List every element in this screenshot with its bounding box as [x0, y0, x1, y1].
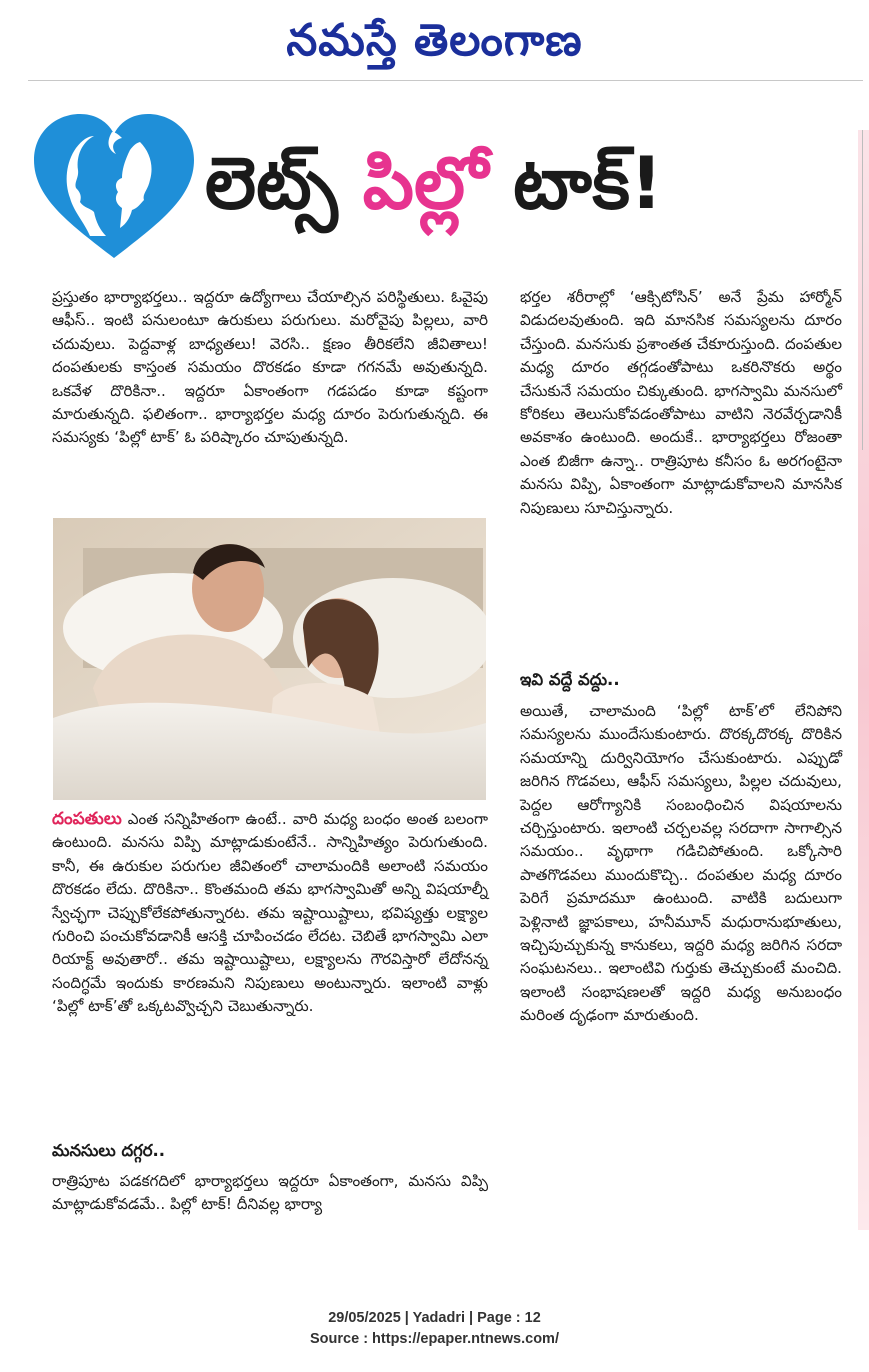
subhead-avoid-these: ఇవి వద్దే వద్దు.. [520, 670, 620, 689]
headline-part3: టాక్! [513, 141, 663, 225]
body-paragraph-4: అయితే, చాలామంది ‘పిల్లో టాక్’లో లేనిపోని సమస్యలను ముందేసుకుంటారు. దొరక్కదొరక్క దొరికిన సమయాన్ని దుర్వినియోగం చేసుకుంటారు. ఎప్పుడో జరిగిన గొడవలు, ఆఫీస్ సమస్యలు, పిల్లల చదువులు, పెద్దల ఆరోగ్యానికి సంబంధించిన విషయాలను చర్చిస్తుంటారు. ఇలాంటి చర్చలవల్ల సరదాగా సాగాల్సిన సమయం.. వృథాగా గడిచిపోతుంది. ఒక్కోసారి పాతగొడవలు ముందుకొచ్చి.. దంపతుల మధ్య దూరం పెరిగే ప్రమాదమూ ఉంటుంది. వాటికి బదులుగా పెళ్లినాటి జ్ఞాపకాలు, హనీమూన్ మధురానుభూతులు, ఇచ్చిపుచ్చుకున్న కానుకలు, ఇద్దరి మధ్య జరిగిన సరదా సంఘటనలు.. ఇలాంటివి గుర్తుకు తెచ్చుకుంటే మంచిది. ఇలాంటి సంభాషణలతో ఇద్దరి మధ్య అనుబంధం మరింత దృఢంగా మారుతుంది. [520, 702, 842, 1025]
heart-faces-icon [30, 112, 198, 262]
masthead-title: నమస్తే తెలంగాణ [286, 15, 583, 66]
couple-in-bed-photo [53, 518, 486, 800]
body-text-1: ఎంత సన్నిహితంగా ఉంటే.. వారి మధ్య బంధం అంత బలంగా ఉంటుంది. మనసు విప్పి మాట్లాడుకుంటేనే.. సాన్నిహిత్యం పెరుగుతుంది. కానీ, ఈ ఉరుకుల పరుగుల జీవితంలో చాలామందికి అలాంటి సమయం దొరకడం లేదు. దొరికినా.. కొంతమంది తమ భాగస్వామితో అన్ని విషయాల్నీ స్వేచ్ఛగా చెప్పుకోలేకపోతున్నారట. తమ ఇష్టాయిష్టాలు, భవిష్యత్తు లక్ష్యాల గురించి పంచుకోవడానికీ ఆసక్తి చూపించడం లేదట. చెబితే భాగస్వామి ఎలా రియాక్ట్ అవుతారో.. తమ ఇష్టాయిష్టాలు, లక్ష్యాలను గౌరవిస్తారో లేదోనన్న సందిగ్ధమే ఇందుకు కారణమని నిపుణులు అంటున్నారు. ఇలాంటి వాళ్లు ‘పిల్లో టాక్’తో ఒక్కటవ్వొచ్చని చెబుతున్నారు. [52, 810, 488, 1016]
intro-paragraph: ప్రస్తుతం భార్యాభర్తలు.. ఇద్దరూ ఉద్యోగాలు చేయాల్సిన పరిస్థితులు. ఓవైపు ఆఫీస్.. ఇంటి పనులంటూ ఉరుకులు పరుగులు. మరోవైపు పిల్లలు, వారి చదువులు. పెద్దవాళ్ల బాధ్యతలు! వెరసి.. క్షణం తీరికలేని జీవితాలు! దంపతులకు కాస్తంత సమయం దొరకడం కూడా గగనమే అవుతున్నది. ఒకవేళ దొరికినా.. ఇద్దరూ ఏకాంతంగా గడపడం కూడా కష్టంగా మారుతున్నది. ఫలితంగా.. భార్యాభర్తల మధ్య దూరం పెరుగుతున్నది. ఈ సమస్యకు ‘పిల్లో టాక్’ ఓ పరిష్కారం చూపుతున్నది. [52, 288, 488, 447]
adjacent-article-edge [858, 130, 869, 1230]
footer-source-link[interactable]: Source : https://epaper.ntnews.com/ [310, 1331, 559, 1347]
headline-part2: పిల్లో [362, 141, 489, 225]
subhead-closer-hearts: మనసులు దగ్గర.. [52, 1141, 166, 1160]
headline-part1: లెట్స్ [205, 141, 338, 225]
column-divider [862, 130, 863, 450]
body-paragraph-3: భర్తల శరీరాల్లో ‘ఆక్సిటోసిన్’ అనే ప్రేమ హార్మోన్ విడుదలవుతుంది. ఇది మానసిక సమస్యలను దూరం చేస్తుంది. మనసుకు ప్రశాంతత చేకూరుస్తుంది. దంపతుల మధ్య దూరం తగ్గడంతోపాటు ఒకరినొకరు అర్థం చేసుకునే సమయం చిక్కుతుంది. భాగస్వామి మనసులో కోరికలు తెలుసుకోవడంతోపాటు వాటిని నెరవేర్చడానికీ అవకాశం ఉంటుంది. అందుకే.. భార్యాభర్తలు రోజంతా ఎంత బిజీగా ఉన్నా.. రాత్రిపూట కనీసం ఓ అరగంటైనా మనసు విప్పి, ఏకాంతంగా మాట్లాడుకోవాలని మానసిక నిపుణులు సూచిస్తున్నారు. [520, 288, 842, 517]
body-paragraph-1 [52, 808, 488, 1019]
body-paragraph-2: రాత్రిపూట పడకగదిలో భార్యాభర్తలు ఇద్దరూ ఏకాంతంగా, మనసు విప్పి మాట్లాడుకోవడమే.. పిల్లో టాక్! దీనివల్ల భార్యా [52, 1172, 488, 1214]
footer-date-page: 29/05/2025 | Yadadri | Page : 12 [328, 1310, 541, 1326]
headline [205, 128, 845, 238]
masthead-divider [28, 80, 863, 81]
lead-word: దంపతులు [52, 809, 122, 829]
